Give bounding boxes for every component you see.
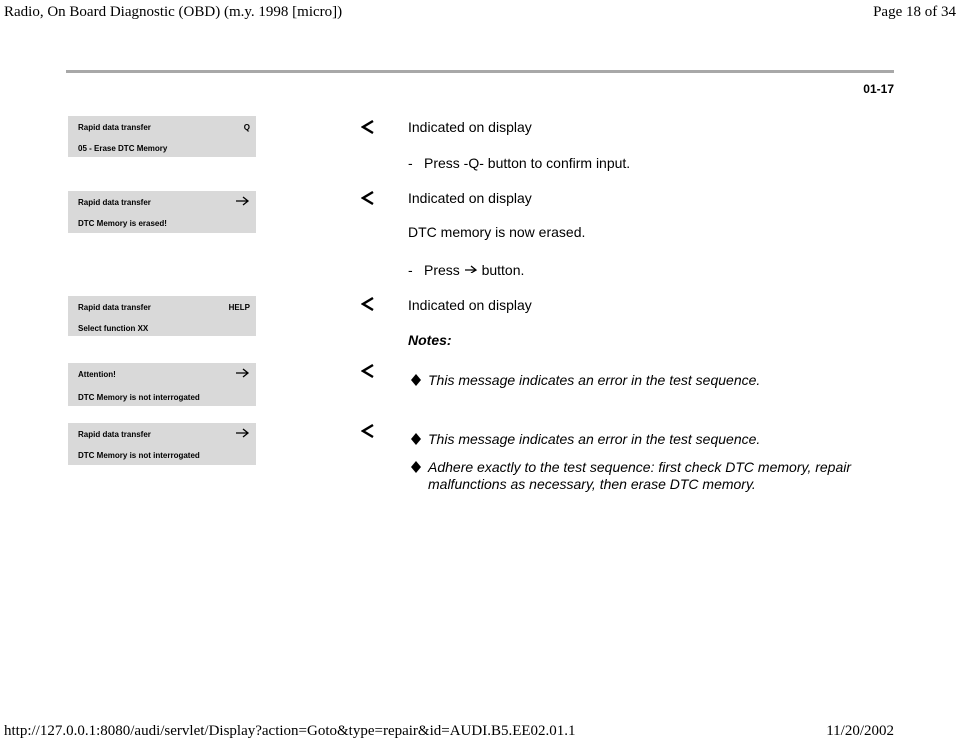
arrow-right-icon (236, 366, 250, 378)
display-panel-3 (68, 296, 256, 336)
display-line-2: DTC Memory is erased! (78, 219, 167, 228)
row-2-text: Indicated on display (408, 190, 532, 206)
step-text-after: button. (481, 262, 525, 278)
display-line-1: Attention! (78, 370, 116, 379)
row-3-text: Indicated on display (408, 297, 532, 313)
display-panel-1 (68, 116, 256, 157)
display-key: HELP (228, 303, 250, 312)
display-key: Q (243, 123, 250, 132)
note-bullet-text: Adhere exactly to the test sequence: first check DTC memory, repair malfunctions as necessary, then erase DTC memory. (428, 459, 852, 492)
display-line-2: DTC Memory is not interrogated (78, 451, 200, 460)
row-2-text-2: DTC memory is now erased. (408, 224, 586, 240)
pointer-left-icon (361, 364, 375, 378)
display-line-2: Select function XX (78, 324, 149, 333)
pointer-left-icon (361, 297, 375, 311)
display-line-1: Rapid data transfer (78, 430, 151, 439)
header-page-count: Page 18 of 34 (873, 4, 956, 20)
diamond-bullet-icon (410, 460, 422, 474)
header-title: Radio, On Board Diagnostic (OBD) (m.y. 1998 [micro]) (4, 4, 343, 20)
step-dash: - (408, 262, 413, 278)
display-line-1: Rapid data transfer (78, 123, 151, 132)
footer-date: 11/20/2002 (826, 723, 894, 739)
note-bullet-text: This message indicates an error in the test sequence. (428, 431, 761, 447)
pointer-left-icon (361, 120, 375, 134)
page-number: 01-17 (863, 82, 894, 96)
row-2-step (408, 262, 524, 278)
row-1-text: Indicated on display (408, 119, 532, 135)
step-dash: - (408, 155, 413, 171)
pointer-left-icon (361, 424, 375, 438)
step-text: Press -Q- button to confirm input. (424, 155, 631, 171)
footer-url: http://127.0.0.1:8080/audi/servlet/Display?action=Goto&type=repair&id=AUDI.B5.EE02.01.1 (4, 723, 576, 739)
display-panel-4 (68, 363, 256, 406)
arrow-right-icon (236, 426, 250, 438)
display-panel-5 (68, 423, 256, 465)
display-line-2: 05 - Erase DTC Memory (78, 144, 168, 153)
arrow-right-icon (236, 194, 250, 206)
display-line-2: DTC Memory is not interrogated (78, 393, 200, 402)
display-line-1: Rapid data transfer (78, 198, 151, 207)
diamond-bullet-icon (410, 432, 422, 446)
display-panel-2 (68, 191, 256, 233)
display-line-1: Rapid data transfer (78, 303, 151, 312)
row-1-step (408, 155, 630, 171)
header-rule (66, 70, 894, 73)
note-bullet-text: This message indicates an error in the test sequence. (428, 372, 761, 388)
arrow-right-icon (464, 263, 478, 273)
diamond-bullet-icon (410, 373, 422, 387)
notes-label: Notes: (408, 332, 452, 348)
pointer-left-icon (361, 191, 375, 205)
step-text-before: Press (424, 262, 460, 278)
